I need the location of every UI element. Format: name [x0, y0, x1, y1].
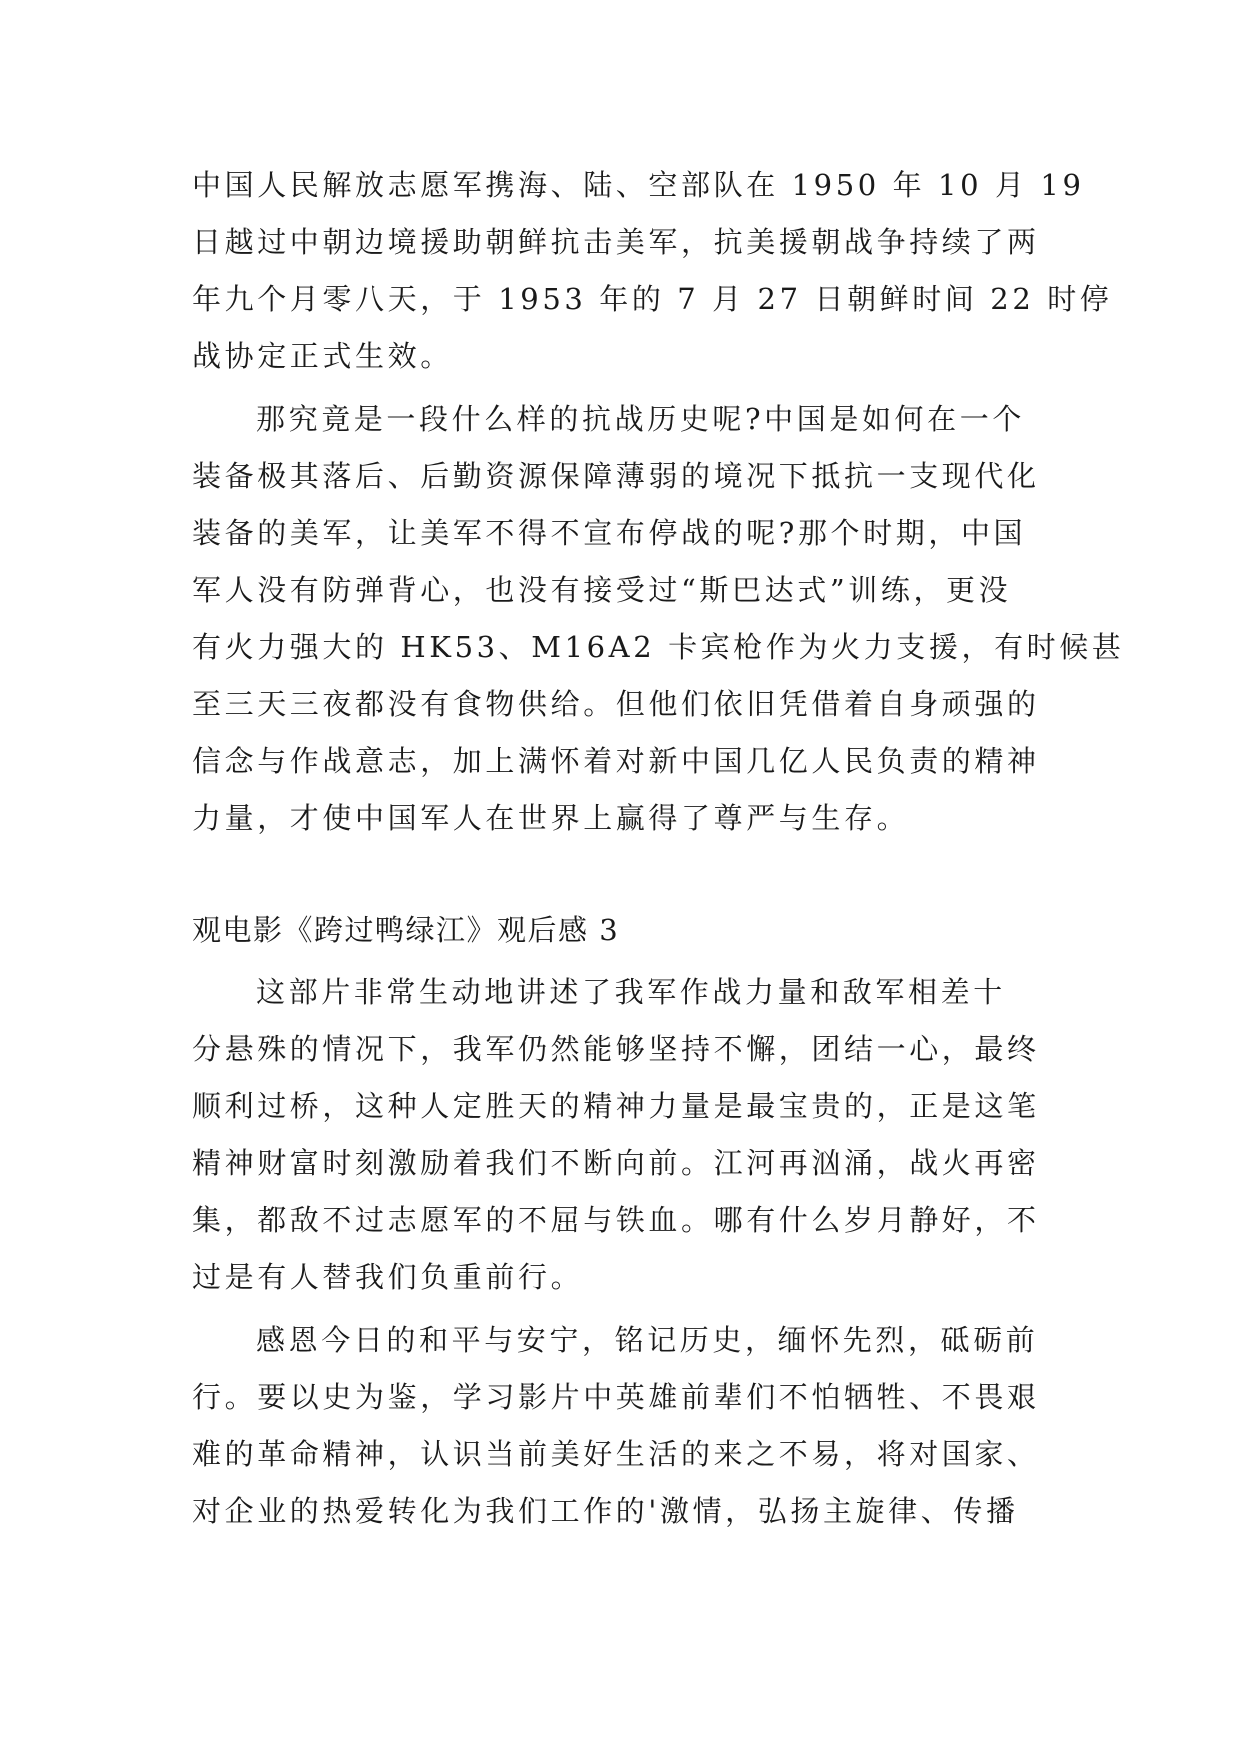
- paragraph-1-line: 日越过中朝边境援助朝鲜抗击美军，抗美援朝战争持续了两: [192, 225, 1040, 259]
- paragraph-4-line: 难的革命精神，认识当前美好生活的来之不易，将对国家、: [192, 1437, 1040, 1471]
- paragraph-4-line: 感恩今日的和平与安宁，铭记历史，缅怀先烈，砥砺前: [256, 1323, 1039, 1357]
- paragraph-2-line: 至三天三夜都没有食物供给。但他们依旧凭借着自身顽强的: [192, 687, 1040, 721]
- paragraph-3-line: 这部片非常生动地讲述了我军作战力量和敌军相差十: [256, 975, 1006, 1009]
- paragraph-1-line: 中国人民解放志愿军携海、陆、空部队在 1950 年 10 月 19: [192, 168, 1085, 202]
- paragraph-2-line: 军人没有防弹背心，也没有接受过“斯巴达式”训练，更没: [192, 573, 1012, 607]
- paragraph-3-line: 顺利过桥，这种人定胜天的精神力量是最宝贵的，正是这笔: [192, 1089, 1040, 1123]
- paragraph-2-line: 装备的美军，让美军不得不宣布停战的呢?那个时期，中国: [192, 516, 1027, 550]
- paragraph-2-line: 有火力强大的 HK53、M16A2 卡宾枪作为火力支援，有时候甚: [192, 630, 1125, 664]
- paragraph-2-line: 装备极其落后、后勤资源保障薄弱的境况下抵抗一支现代化: [192, 459, 1040, 493]
- paragraph-4-line: 行。要以史为鉴，学习影片中英雄前辈们不怕牺牲、不畏艰: [192, 1380, 1040, 1414]
- paragraph-1-line: 战协定正式生效。: [192, 339, 453, 373]
- paragraph-2-line: 力量，才使中国军人在世界上赢得了尊严与生存。: [192, 801, 910, 835]
- paragraph-3-line: 分悬殊的情况下，我军仍然能够坚持不懈，团结一心，最终: [192, 1032, 1040, 1066]
- paragraph-2-line: 信念与作战意志，加上满怀着对新中国几亿人民负责的精神: [192, 744, 1040, 778]
- paragraph-3-line: 过是有人替我们负重前行。: [192, 1260, 584, 1294]
- paragraph-3-line: 集，都敌不过志愿军的不屈与铁血。哪有什么岁月静好，不: [192, 1203, 1040, 1237]
- paragraph-1-line: 年九个月零八天，于 1953 年的 7 月 27 日朝鲜时间 22 时停: [192, 282, 1113, 316]
- paragraph-3-line: 精神财富时刻激励着我们不断向前。江河再汹涌，战火再密: [192, 1146, 1040, 1180]
- paragraph-2-line: 那究竟是一段什么样的抗战历史呢?中国是如何在一个: [256, 402, 1025, 436]
- section-heading: 观电影《跨过鸭绿江》观后感 3: [192, 913, 620, 947]
- paragraph-4-line: 对企业的热爱转化为我们工作的'激情，弘扬主旋律、传播: [192, 1494, 1019, 1528]
